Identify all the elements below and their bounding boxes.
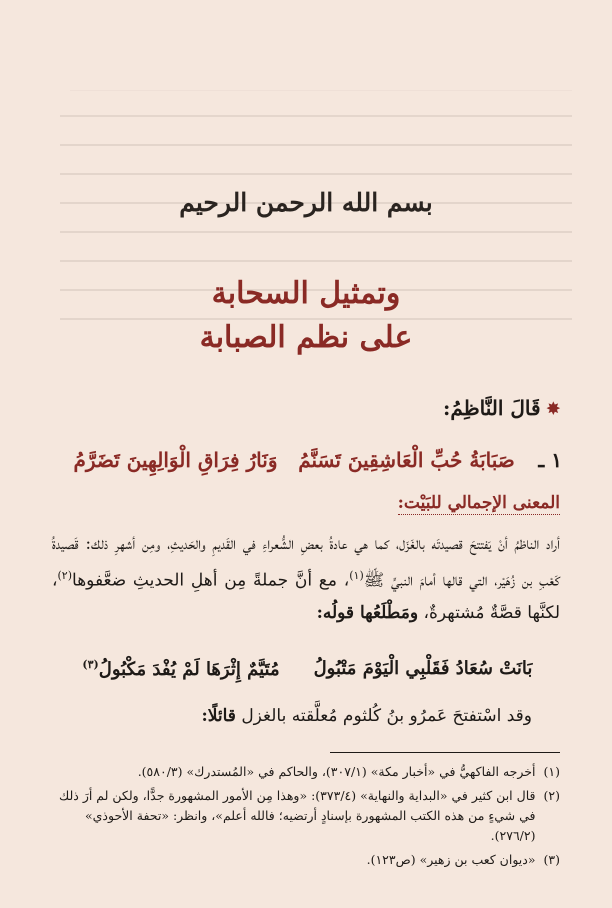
title-line-1: وتمثيل السحابة (211, 276, 401, 311)
footnote-text: «ديوان كعب بن زهير» (ص١٢٣). (366, 852, 536, 867)
footnote-text: قال ابن كثير في «البداية والنهاية» (٣٧٣/٤): «وهذا مِن الأمور المشهورة جدًّا، ولكن لم أرَ ذلك في شيءٍ من هذه الكتب المشهورة بإسنادٍ أرتضيه؛ فالله أعلم»، وانظر: «تحفة الأحوذي» (٢٧٦/٢). (58, 788, 536, 843)
subheading: المعنى الإجمالي للبَيْت: (397, 493, 560, 513)
paragraph-part-2: ، مع أنَّ جملةً مِن أهلِ الحديثِ ضعَّفوها (72, 570, 350, 591)
footnote-ref-2: (٢) (57, 569, 73, 582)
poem-hemistich-2-wrap (60, 658, 302, 692)
paragraph2-bold: قائلًا: (201, 706, 236, 726)
footnote-number: (١) (543, 764, 560, 779)
footnote-number: (٣) (543, 852, 560, 867)
footnote-number: (٢) (543, 788, 560, 803)
poem-verse (60, 658, 544, 692)
show-through-header (70, 60, 572, 91)
footnote-ref-3: (٣) (82, 658, 99, 671)
body-paragraph-2 (201, 706, 532, 726)
footnote (52, 786, 560, 846)
verse-hemistich-2: وَنَارُ فِرَاقِ الْوَالِهِينَ تَضَرَّمُ (73, 448, 278, 472)
body-paragraph (52, 528, 560, 629)
page-title (0, 272, 612, 360)
star-ornament-icon: ✸ (546, 398, 560, 418)
title-line-2: على نظم الصبابة (199, 320, 413, 355)
footnote-divider (330, 752, 560, 753)
footnote (52, 762, 560, 782)
paragraph2-text: وقد اسْتفتحَ عَمرُو بنُ كُلثوم مُعلَّقته بالغزل (241, 706, 532, 726)
paragraph-bold: ومَطْلَعُها قولُه: (316, 602, 419, 623)
section-heading (443, 396, 560, 420)
verse-number: ١ ـ (538, 448, 562, 472)
basmala: بسم الله الرحمن الرحيم (179, 188, 433, 217)
footnotes (52, 762, 560, 874)
footnote-text: أخرجه الفاكهيُّ في «أخبار مكة» (٣٠٧/١)، والحاكم في «المُستدرك» (٥٨٠/٣). (137, 764, 536, 779)
verse-line (60, 442, 562, 478)
footnote-ref-1: (١) (349, 569, 364, 582)
qala-label: قَالَ النَّاظِمُ: (443, 396, 541, 420)
verse-hemistich-1: صَبَابَةُ حُبِّ الْعَاشِقِينَ تَسَنَّمُ (298, 448, 515, 472)
paragraph-part-3: ، لكنَّها قصَّةٌ مُشتهرةٌ، (52, 570, 560, 623)
paragraph-part-1: أراد الناظمُ أنْ يَفتتحَ قصيدتَه بالغَزَل، كما هي عادةُ بعضِ الشُّعراءِ في القَديمِ والحَديثِ، ومِن أشهرِ ذلك: قَصيدةُ كَعْبِ بن زُهَيْر، التي قالها أمامَ النبيِّ ﷺ (52, 534, 561, 591)
poem-hemistich-2: مُتَيَّمٌ إِثْرَهَا لَمْ يُفْدَ مَكْبُولُ (98, 659, 280, 680)
footnote (52, 850, 560, 870)
poem-hemistich-1: بَانَتْ سُعَادُ فَقَلْبِي الْيَوْمَ مَتْبُولُ (313, 658, 533, 679)
